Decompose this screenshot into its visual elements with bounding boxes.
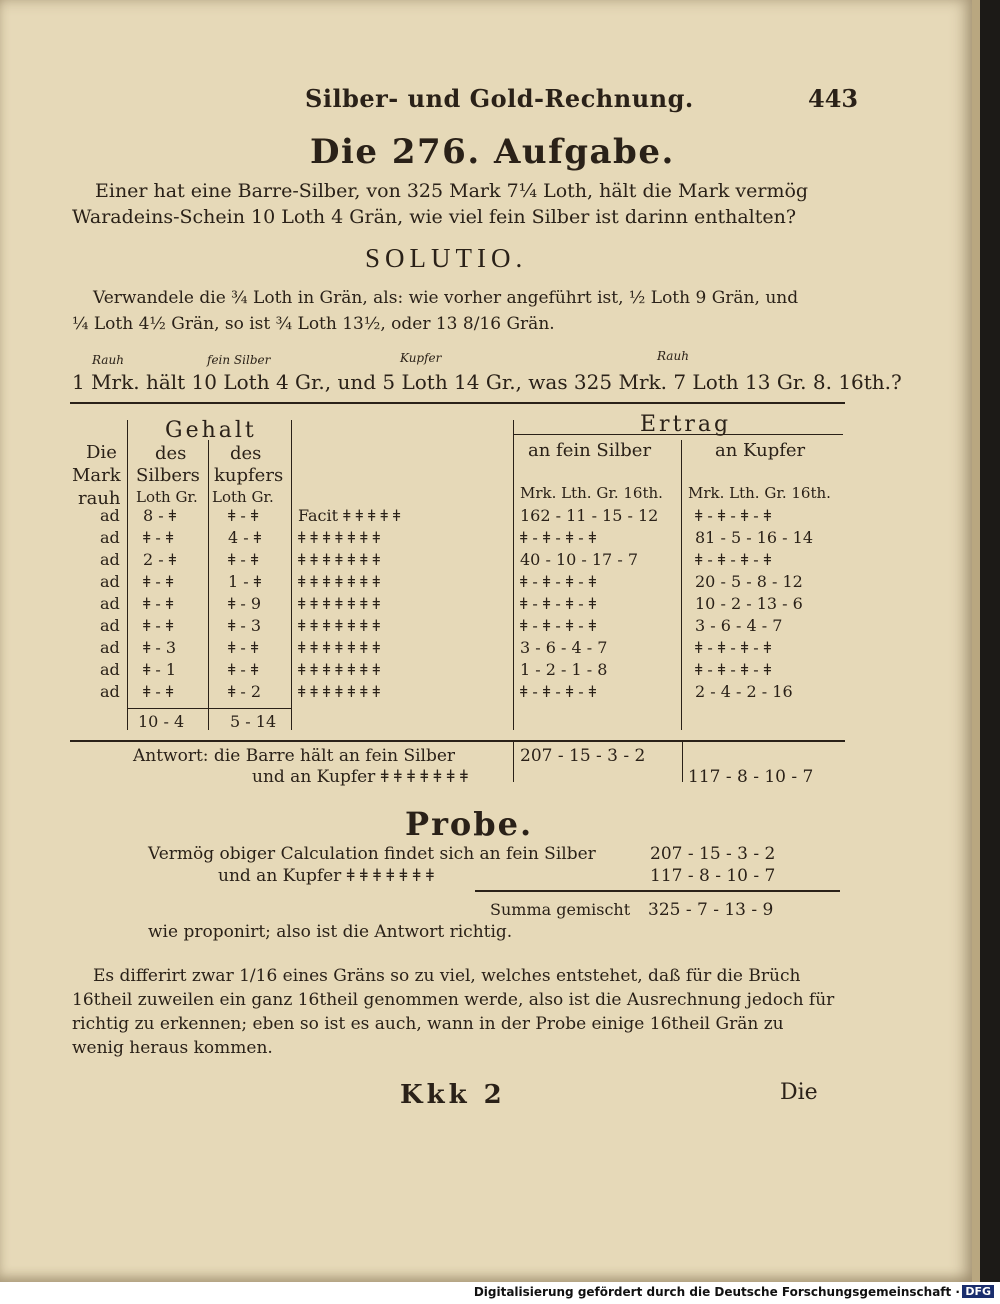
row-ertrag-kupfer: 10 - 2 - 13 - 6 xyxy=(695,594,803,613)
sum-kupfer: 5 - 14 xyxy=(230,712,277,731)
row-kupfer: ǂ - ǂ xyxy=(228,660,259,679)
row-ad: ad xyxy=(100,594,120,613)
probe-value-kupfer: 117 - 8 - 10 - 7 xyxy=(650,866,776,886)
row-ad: ad xyxy=(100,616,120,635)
explanation-line-1: Verwandele die ¾ Loth in Grän, als: wie vorher angeführt ist, ½ Loth 9 Grän, und xyxy=(93,288,799,308)
header-die: Die xyxy=(86,442,117,463)
table-vrule-4 xyxy=(513,420,514,730)
explanation-line-2: ¼ Loth 4½ Grän, so ist ¾ Loth 13½, oder 13 8/16 Grän. xyxy=(72,314,555,334)
row-silber: 8 - ǂ xyxy=(143,506,177,525)
formula-line: 1 Mrk. hält 10 Loth 4 Gr., und 5 Loth 14 Gr., was 325 Mrk. 7 Loth 13 Gr. 8. 16th.? xyxy=(72,370,902,394)
row-kupfer: ǂ - ǂ xyxy=(228,638,259,657)
table-top-rule xyxy=(70,402,845,404)
page-edge xyxy=(972,0,980,1282)
row-silber: ǂ - ǂ xyxy=(143,616,174,635)
credit-text: Digitalisierung gefördert durch die Deutsche Forschungsgemeinschaft · xyxy=(473,1285,960,1299)
row-facit: ǂ ǂ ǂ ǂ ǂ ǂ ǂ xyxy=(298,594,380,613)
row-ad: ad xyxy=(100,572,120,591)
probe-line-1: Vermög obiger Calculation findet sich an fein Silber xyxy=(148,844,596,864)
row-ertrag-silber: ǂ - ǂ - ǂ - ǂ xyxy=(520,594,597,613)
credit-bar xyxy=(0,1282,1000,1304)
header-ertrag: Ertrag xyxy=(640,412,732,437)
closing-line-1: Es differirt zwar 1/16 eines Gräns so zu viel, welches entstehet, daß für die Brüch xyxy=(93,966,801,986)
row-ertrag-silber: 162 - 11 - 15 - 12 xyxy=(520,506,659,525)
dfg-logo-icon: DFG xyxy=(962,1285,994,1298)
row-silber: 2 - ǂ xyxy=(143,550,177,569)
row-kupfer: ǂ - 9 xyxy=(228,594,262,613)
row-ertrag-silber: ǂ - ǂ - ǂ - ǂ xyxy=(520,616,597,635)
header-gehalt: Gehalt xyxy=(165,418,257,443)
row-ertrag-kupfer: ǂ - ǂ - ǂ - ǂ xyxy=(695,550,772,569)
closing-line-4: wenig heraus kommen. xyxy=(72,1038,273,1058)
row-silber: ǂ - ǂ xyxy=(143,594,174,613)
probe-value-silber: 207 - 15 - 3 - 2 xyxy=(650,844,776,864)
answer-value-kupfer: 117 - 8 - 10 - 7 xyxy=(688,767,814,787)
row-ad: ad xyxy=(100,660,120,679)
ertrag-rule xyxy=(513,434,843,435)
row-kupfer: 4 - ǂ xyxy=(228,528,262,547)
header-units-kupfer: Mrk. Lth. Gr. 16th. xyxy=(688,484,831,502)
row-kupfer: 1 - ǂ xyxy=(228,572,262,591)
row-ertrag-silber: ǂ - ǂ - ǂ - ǂ xyxy=(520,572,597,591)
sum-silber: 10 - 4 xyxy=(138,712,185,731)
table-vrule-2 xyxy=(208,440,209,730)
answer-value-silber: 207 - 15 - 3 - 2 xyxy=(520,746,646,766)
row-ad: ad xyxy=(100,682,120,701)
formula-label-rauh: Rauh xyxy=(92,353,124,367)
row-ertrag-kupfer: ǂ - ǂ - ǂ - ǂ xyxy=(695,638,772,657)
header-silber-name: Silbers xyxy=(136,465,200,486)
row-ertrag-kupfer: 2 - 4 - 2 - 16 xyxy=(695,682,793,701)
table-vrule-5 xyxy=(681,440,682,730)
row-kupfer: ǂ - 2 xyxy=(228,682,262,701)
row-ad: ad xyxy=(100,528,120,547)
row-ertrag-silber: 40 - 10 - 17 - 7 xyxy=(520,550,638,569)
solutio-heading: SOLUTIO. xyxy=(365,243,528,273)
closing-line-2: 16theil zuweilen ein ganz 16theil genommen werde, also ist die Ausrechnung jedoch für xyxy=(72,990,835,1010)
row-kupfer: ǂ - ǂ xyxy=(228,550,259,569)
row-ertrag-kupfer: 20 - 5 - 8 - 12 xyxy=(695,572,803,591)
header-kupfer-des: des xyxy=(230,443,262,464)
row-facit: ǂ ǂ ǂ ǂ ǂ ǂ ǂ xyxy=(298,682,380,701)
problem-line-1: Einer hat eine Barre-Silber, von 325 Mark 7¼ Loth, hält die Mark vermög xyxy=(95,180,809,202)
catchword: Die xyxy=(780,1080,818,1105)
answer-line-2: und an Kupfer ǂ ǂ ǂ ǂ ǂ ǂ ǂ xyxy=(252,767,468,787)
probe-line-2: und an Kupfer ǂ ǂ ǂ ǂ ǂ ǂ ǂ xyxy=(218,866,434,886)
answer-vrule-1 xyxy=(513,742,514,782)
row-ad: ad xyxy=(100,506,120,525)
row-kupfer: ǂ - 3 xyxy=(228,616,262,635)
formula-label-kupfer: Kupfer xyxy=(400,351,442,365)
formula-label-feinsilber: fein Silber xyxy=(207,353,271,367)
row-silber: ǂ - ǂ xyxy=(143,572,174,591)
running-header: Silber- und Gold-Rechnung. xyxy=(305,84,694,113)
row-kupfer: ǂ - ǂ xyxy=(228,506,259,525)
closing-line-3: richtig zu erkennen; eben so ist es auch, wann in der Probe einige 16theil Grän zu xyxy=(72,1014,784,1034)
row-ertrag-silber: ǂ - ǂ - ǂ - ǂ xyxy=(520,682,597,701)
row-ertrag-silber: 3 - 6 - 4 - 7 xyxy=(520,638,608,657)
row-silber: ǂ - 3 xyxy=(143,638,177,657)
row-facit: ǂ ǂ ǂ ǂ ǂ ǂ ǂ xyxy=(298,616,380,635)
row-ertrag-kupfer: 81 - 5 - 16 - 14 xyxy=(695,528,813,547)
table-bottom-rule xyxy=(70,740,845,742)
row-ertrag-kupfer: ǂ - ǂ - ǂ - ǂ xyxy=(695,506,772,525)
row-facit: ǂ ǂ ǂ ǂ ǂ ǂ ǂ xyxy=(298,638,380,657)
row-ertrag-silber: ǂ - ǂ - ǂ - ǂ xyxy=(520,528,597,547)
summa-value: 325 - 7 - 13 - 9 xyxy=(648,900,774,920)
row-ertrag-kupfer: ǂ - ǂ - ǂ - ǂ xyxy=(695,660,772,679)
header-units-silber: Mrk. Lth. Gr. 16th. xyxy=(520,484,663,502)
row-silber: ǂ - ǂ xyxy=(143,528,174,547)
header-silber-units: Loth Gr. xyxy=(136,488,198,506)
probe-heading: Probe. xyxy=(405,805,534,843)
header-silber-des: des xyxy=(155,443,187,464)
row-facit: Facit ǂ ǂ ǂ ǂ ǂ xyxy=(298,506,401,525)
answer-vrule-2 xyxy=(682,742,683,782)
probe-sum-rule xyxy=(475,890,840,892)
row-facit: ǂ ǂ ǂ ǂ ǂ ǂ ǂ xyxy=(298,660,380,679)
header-kupfer-units: Loth Gr. xyxy=(212,488,274,506)
page-number: 443 xyxy=(808,84,859,113)
row-ertrag-silber: 1 - 2 - 1 - 8 xyxy=(520,660,608,679)
header-rauh: rauh xyxy=(78,488,121,509)
signature-mark: Kkk 2 xyxy=(400,1080,506,1110)
row-facit: ǂ ǂ ǂ ǂ ǂ ǂ ǂ xyxy=(298,550,380,569)
problem-title: Die 276. Aufgabe. xyxy=(310,132,675,172)
header-ertrag-silber: an fein Silber xyxy=(528,440,652,461)
header-ertrag-kupfer: an Kupfer xyxy=(715,440,806,461)
header-kupfer-name: kupfers xyxy=(214,465,284,486)
row-silber: ǂ - 1 xyxy=(143,660,177,679)
formula-label-rauh-2: Rauh xyxy=(657,349,689,363)
row-facit: ǂ ǂ ǂ ǂ ǂ ǂ ǂ xyxy=(298,572,380,591)
row-facit: ǂ ǂ ǂ ǂ ǂ ǂ ǂ xyxy=(298,528,380,547)
row-ad: ad xyxy=(100,550,120,569)
gehalt-sum-rule xyxy=(127,708,291,709)
row-ertrag-kupfer: 3 - 6 - 4 - 7 xyxy=(695,616,783,635)
problem-line-2: Waradeins-Schein 10 Loth 4 Grän, wie viel fein Silber ist darinn enthalten? xyxy=(72,206,797,228)
table-vrule-3 xyxy=(291,420,292,730)
summa-label: Summa gemischt xyxy=(490,900,631,919)
row-ad: ad xyxy=(100,638,120,657)
probe-conclusion: wie proponirt; also ist die Antwort richtig. xyxy=(148,922,513,942)
header-mark: Mark xyxy=(72,465,121,486)
answer-line-1: Antwort: die Barre hält an fein Silber xyxy=(133,746,456,766)
table-vrule-1 xyxy=(127,420,128,730)
row-silber: ǂ - ǂ xyxy=(143,682,174,701)
